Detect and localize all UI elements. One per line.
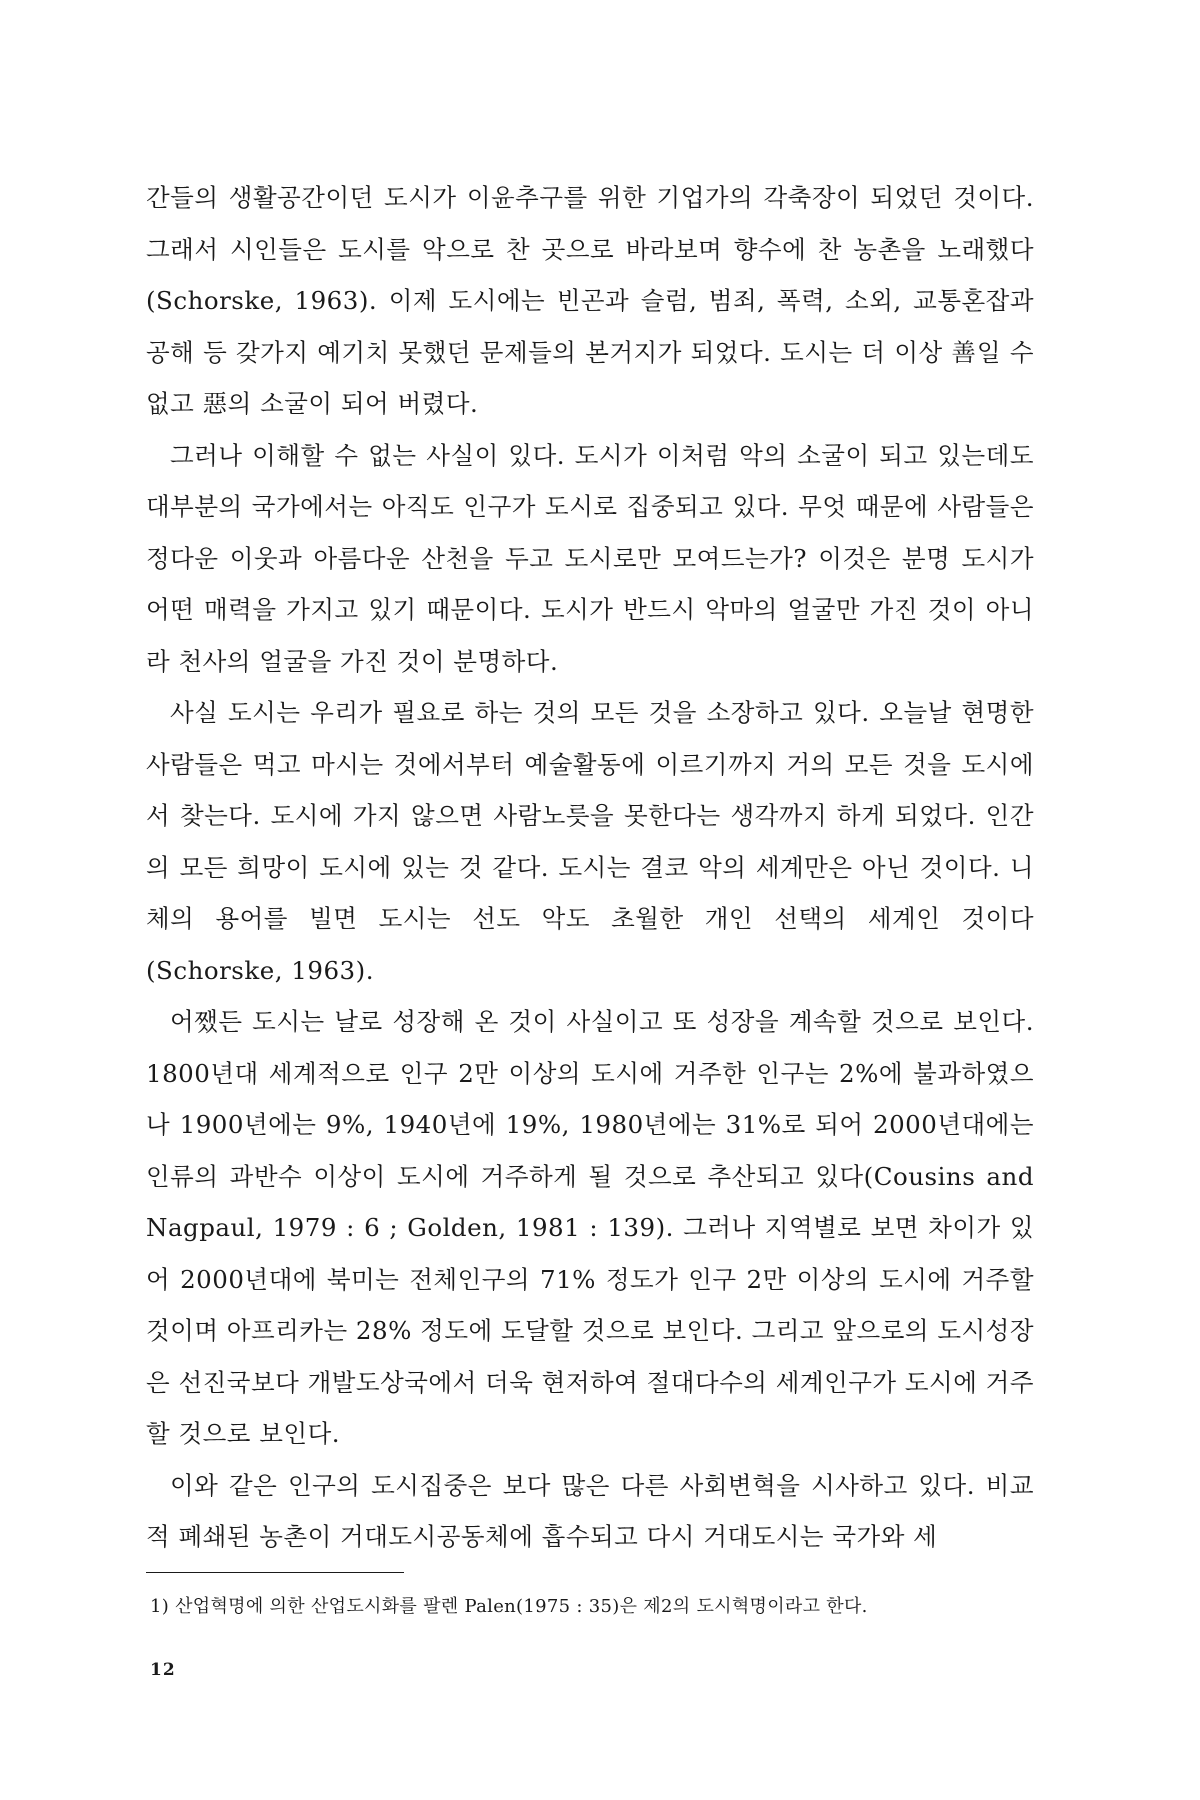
body-text [146,172,1034,1563]
paragraph-2: 그러나 이해할 수 없는 사실이 있다. 도시가 이처럼 악의 소굴이 되고 있는데도 대부분의 국가에서는 아직도 인구가 도시로 집중되고 있다. 무엇 때문에 사람들은 정다운 이웃과 아름다운 산천을 두고 도시로만 모여드는가? 이것은 분명 도시가 어떤 매력을 가지고 있기 때문이다. 도시가 반드시 악마의 얼굴만 가진 것이 아니라 천사의 얼굴을 가진 것이 분명하다. [146,440,1034,676]
paragraph-5: 이와 같은 인구의 도시집중은 보다 많은 다른 사회변혁을 시사하고 있다. 비교적 폐쇄된 농촌이 거대도시공동체에 흡수되고 다시 거대도시는 국가와 세 [146,1470,1034,1551]
paragraph-3: 사실 도시는 우리가 필요로 하는 것의 모든 것을 소장하고 있다. 오늘날 현명한 사람들은 먹고 마시는 것에서부터 예술활동에 이르기까지 거의 모든 것을 도시에서 찾는다. 도시에 가지 않으면 사람노릇을 못한다는 생각까지 하게 되었다. 인간의 모든 희망이 도시에 있는 것 같다. 도시는 결코 악의 세계만은 아닌 것이다. 니체의 용어를 빌면 도시는 선도 악도 초월한 개인 선택의 세계인 것이다(Schorske, 1963). [146,698,1034,985]
page-number: 12 [150,1660,176,1680]
paragraph-4: 어쨌든 도시는 날로 성장해 온 것이 사실이고 또 성장을 계속할 것으로 보인다. 1800년대 세계적으로 인구 2만 이상의 도시에 거주한 인구는 2%에 불과하였으나 1900년에는 9%, 1940년에 19%, 1980년에는 31%로 되어 2000년대에는 인류의 과반수 이상이 도시에 거주하게 될 것으로 추산되고 있다(Cousins and Nagpaul, 1979 : 6 ; Golden, 1981 : 139). 그러나 지역별로 보면 차이가 있어 2000년대에 북미는 전체인구의 71% 정도가 인구 2만 이상의 도시에 거주할 것이며 아프리카는 28% 정도에 도달할 것으로 보인다. 그리고 앞으로의 도시성장은 선진국보다 개발도상국에서 더욱 현저하여 절대다수의 세계인구가 도시에 거주할 것으로 보인다. [146,1007,1035,1448]
paragraph-1: 간들의 생활공간이던 도시가 이윤추구를 위한 기업가의 각축장이 되었던 것이다. 그래서 시인들은 도시를 악으로 찬 곳으로 바라보며 향수에 찬 농촌을 노래했다(Schorske, 1963). 이제 도시에는 빈곤과 슬럼, 범죄, 폭력, 소외, 교통혼잡과 공해 등 갖가지 예기치 못했던 문제들의 본거지가 되었다. 도시는 더 이상 善일 수 없고 惡의 소굴이 되어 버렸다. [146,183,1034,418]
footnote-divider [146,1572,404,1573]
footnote: 1) 산업혁명에 의한 산업도시화를 팔렌 Palen(1975 : 35)은 제2의 도시혁명이라고 한다. [150,1596,868,1617]
